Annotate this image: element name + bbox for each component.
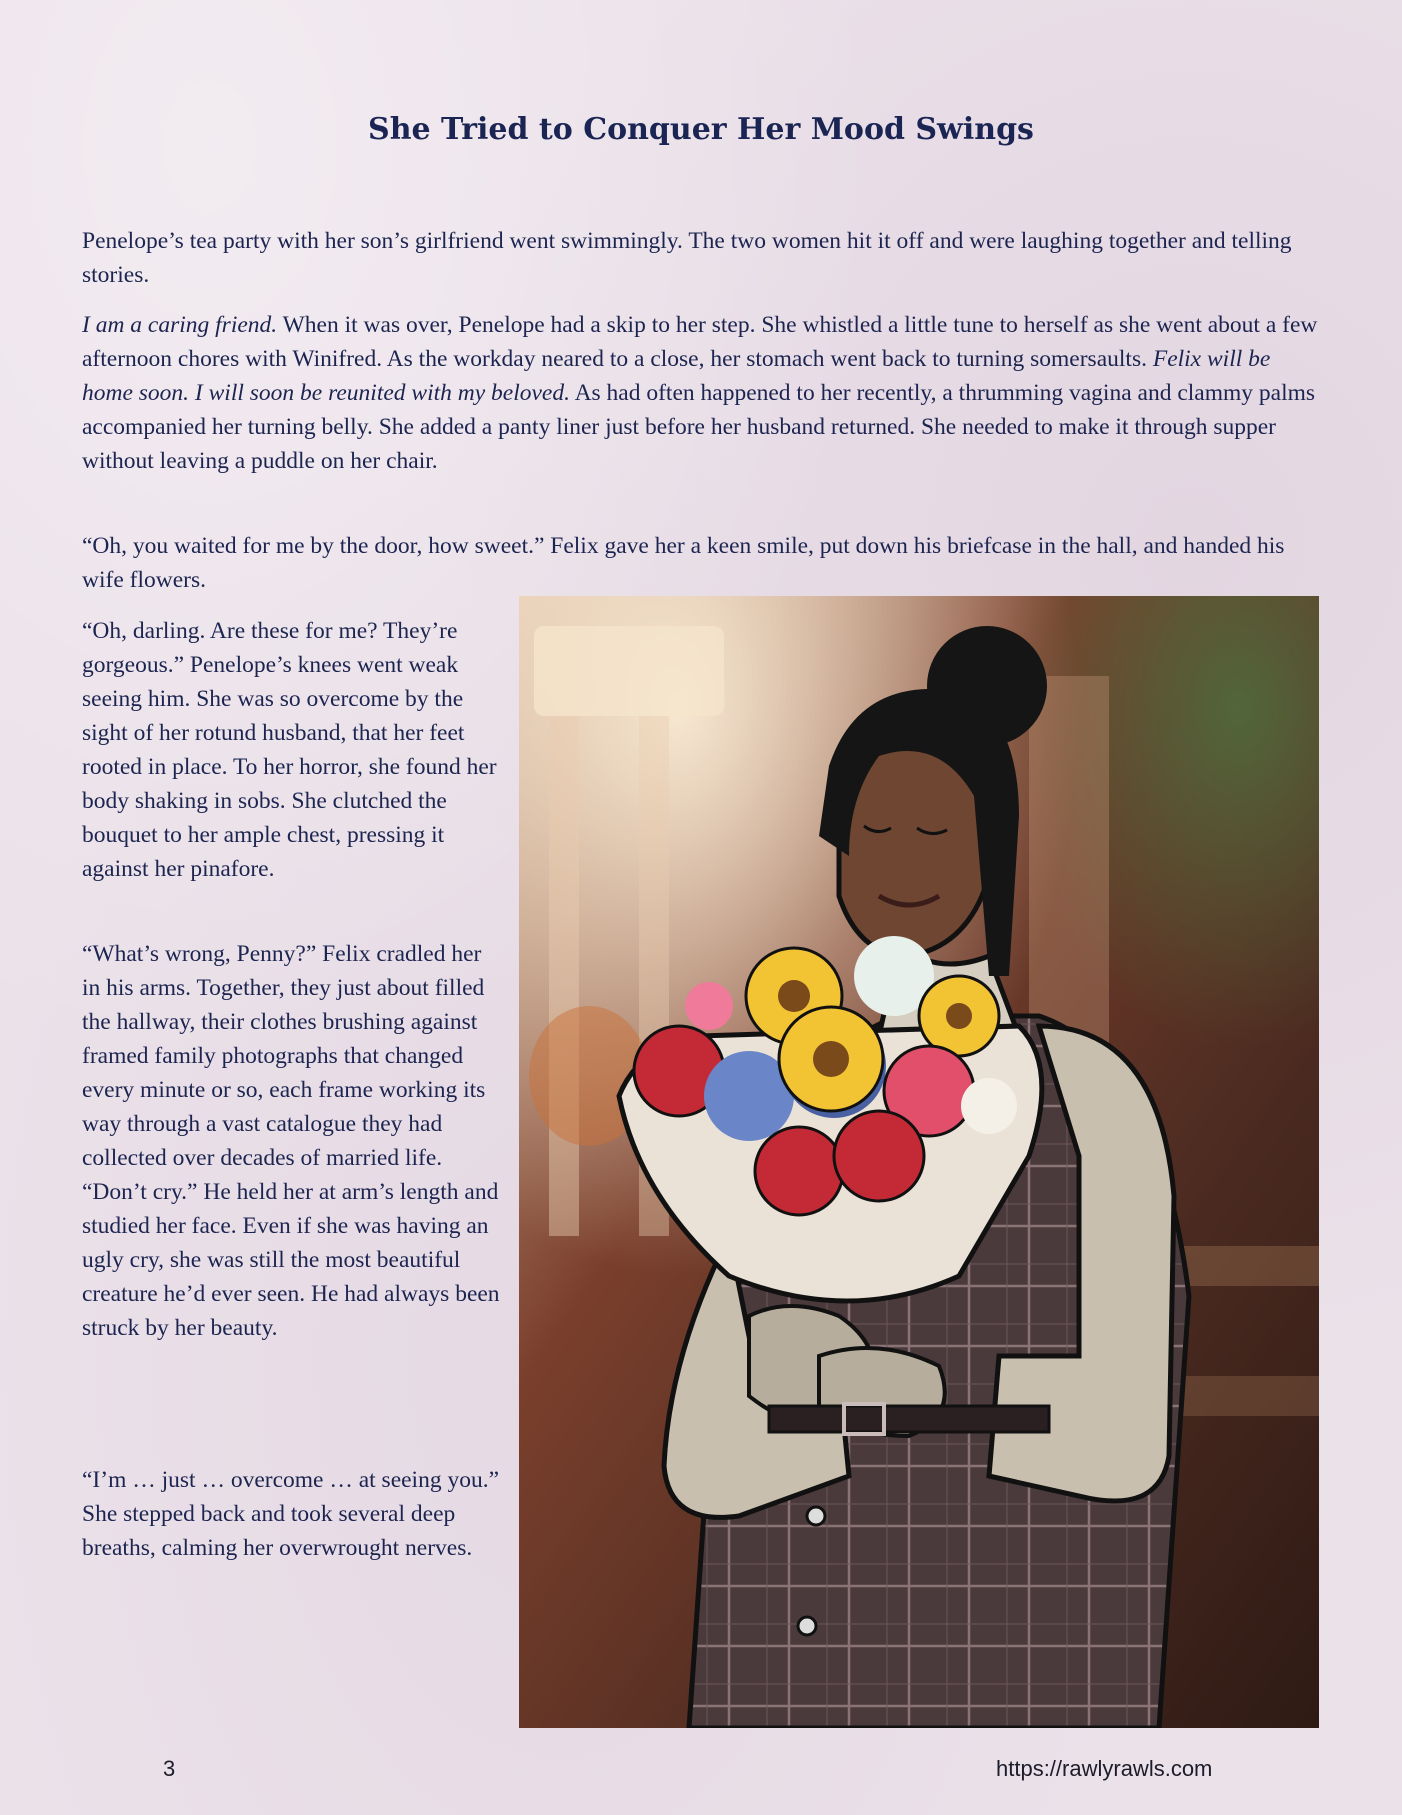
inner-thought-1: I am a caring friend. [82,312,278,338]
inner-thought-2: Felix will be home soon. I will soon be reunited with my beloved. [82,346,1271,406]
paragraph-2-text-a: When it was over, Penelope had a skip to her step. She whistled a little tune to herself as she went about a few afternoon chores with Winifred. As the workday neared to a close, her stomach went back to turning somersaults. [82,312,1318,372]
page-title: She Tried to Conquer Her Mood Swings [368,112,1034,147]
page-number: 3 [163,1756,176,1781]
paragraph-2-text-b: As had often happened to her recently, a thrumming vagina and clammy palms accompanied her turning belly. She added a panty liner just before her husband returned. She needed to make it through supper without leaving a puddle on her chair. [82,380,1316,474]
paragraph-4: “Oh, darling. Are these for me? They’re gorgeous.” Penelope’s knees went weak seeing him. She was so overcome by the sight of her rotund husband, that her feet rooted in place. To her horror, she found her body shaking in sobs. She clutched the bouquet to her ample chest, pressing it against her pinafore. [82,618,497,882]
paragraph-5: “What’s wrong, Penny?” Felix cradled her in his arms. Together, they just about filled the hallway, their clothes brushing against framed family photographs that changed every minute or so, each frame working its way through a vast catalogue they had collected over decades of married life. “Don’t cry.” He held her at arm’s length and studied her face. Even if she was having an ugly cry, she was still the most beautiful creature he’d ever seen. He had always been struck by her beauty. [82,941,500,1341]
footer-url-link[interactable]: https://rawlyrawls.com [996,1756,1213,1781]
paragraph-2 [82,308,1320,478]
paragraph-6: “I’m … just … overcome … at seeing you.” She stepped back and took several deep breaths, calming her overwrought nerves. [82,1467,500,1561]
paragraph-1: Penelope’s tea party with her son’s girlfriend went swimmingly. The two women hit it off and were laughing together and telling stories. [82,228,1292,288]
illustration-woman-with-bouquet [519,596,1319,1728]
illustration-svg [519,596,1319,1728]
paragraph-3: “Oh, you waited for me by the door, how sweet.” Felix gave her a keen smile, put down his briefcase in the hall, and handed his wife flowers. [82,533,1285,593]
